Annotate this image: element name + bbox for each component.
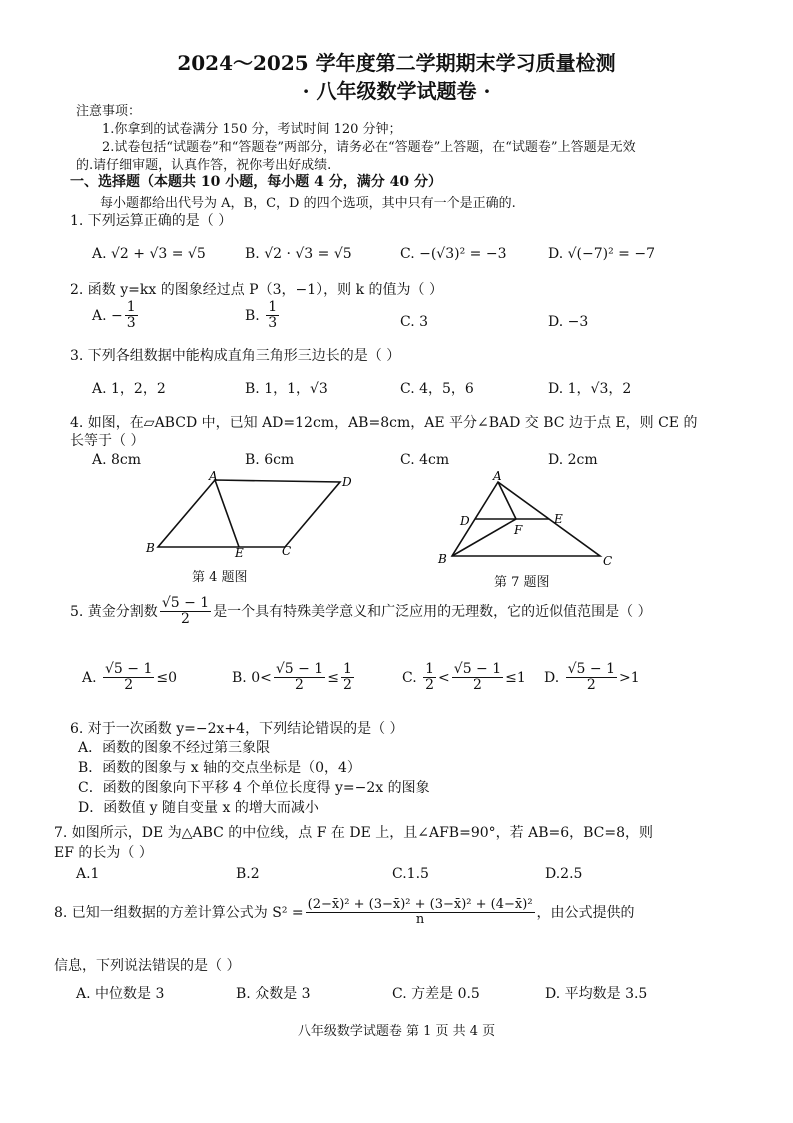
q3-option-b: B. 1，1，√3 [245, 381, 328, 397]
fig7-label-f: F [514, 523, 523, 537]
q1-option-a: A. √2 + √3 = √5 [92, 246, 206, 262]
parallelogram-abcd [158, 480, 340, 547]
q7-option-c: C.1.5 [392, 866, 429, 882]
q2-option-a: A. − $\frac{1}{3}$ [92, 299, 136, 332]
fig4-label-a: A [209, 470, 218, 483]
q7-option-d: D.2.5 [545, 866, 583, 882]
exam-subtitle: · 八年级数学试题卷 · [302, 79, 491, 103]
fig7-label-e: E [554, 512, 563, 526]
figure-4-caption: 第 4 题图 [192, 570, 248, 585]
q5-option-c: C. $\frac{1}{2}$ < $\frac{√5 - 1}{2}$ ≤1 [402, 661, 526, 694]
q7-option-a: A.1 [76, 866, 100, 882]
q8-stem-line-2: 信息，下列说法错误的是（ ） [54, 958, 241, 974]
q1-option-b: B. √2 · √3 = √5 [245, 246, 352, 262]
q7-option-b: B.2 [236, 866, 260, 882]
notes-heading: 注意事项： [76, 104, 142, 119]
q8-option-d: D. 平均数是 3.5 [545, 986, 648, 1002]
q2-option-d: D. −3 [548, 314, 589, 330]
q5-option-b: B. 0< $\frac{√5 - 1}{2}$ ≤ $\frac{1}{2}$ [232, 661, 352, 694]
q6-option-c: C．函数的图象向下平移 4 个单位长度得 y=−2x 的图象 [78, 780, 430, 796]
q4-option-b: B. 6cm [245, 452, 295, 468]
q8-formula-denominator: n [415, 912, 425, 928]
fig7-label-d: D [460, 514, 470, 528]
fig4-label-c: C [282, 544, 292, 558]
notes-line-2b: 的.请仔细审题，认真作答，祝你考出好成绩. [76, 158, 332, 173]
q1-option-d: D. √(−7)² = −7 [548, 246, 655, 262]
q3-option-a: A. 1，2，2 [92, 381, 166, 397]
q5-stem: 5. 黄金分割数 $\frac{√5 - 1}{2}$ 是一个具有特殊美学意义和广泛应用的无理数，它的近似值范围是（ ） [70, 595, 652, 628]
q2-option-c: C. 3 [400, 314, 429, 330]
q6-option-d: D．函数值 y 随自变量 x 的增大而减小 [78, 800, 319, 816]
q4-option-d: D. 2cm [548, 452, 598, 468]
fig4-label-b: B [146, 541, 155, 555]
q5-option-a: A. $\frac{√5 - 1}{2}$ ≤0 [82, 661, 178, 694]
q6-option-b: B．函数的图象与 x 轴的交点坐标是（0，4） [78, 760, 361, 776]
section-instruction: 每小题都给出代号为 A，B，C，D 的四个选项，其中只有一个是正确的. [100, 196, 516, 211]
q8-formula-numerator: (2−x̄)² + (3−x̄)² + (3−x̄)² + (4−x̄)² [307, 897, 533, 912]
fig4-label-e: E [235, 546, 244, 560]
q4-stem-line-1: 4. 如图，在▱ABCD 中，已知 AD=12cm，AB=8cm，AE 平分∠BAD 交 BC 边于点 E，则 CE 的 [70, 415, 698, 431]
fig7-label-b: B [438, 552, 447, 566]
q8-option-c: C. 方差是 0.5 [392, 986, 480, 1002]
exam-title: 2024～2025 学年度第二学期期末学习质量检测 [177, 51, 616, 75]
q1-stem: 1. 下列运算正确的是（ ） [70, 213, 233, 229]
figure-7-caption: 第 7 题图 [494, 575, 550, 590]
q6-option-a: A．函数的图象不经过第三象限 [78, 740, 271, 756]
page-footer: 八年级数学试题卷 第 1 页 共 4 页 [297, 1024, 496, 1039]
q5-option-d: D. $\frac{√5 - 1}{2}$ >1 [544, 661, 640, 694]
q8-option-a: A. 中位数是 3 [76, 986, 165, 1002]
fig7-label-a: A [493, 470, 502, 483]
q2-option-b: B. $\frac{1}{3}$ [245, 299, 278, 332]
notes-line-1: 1.你拿到的试卷满分 150 分，考试时间 120 分钟； [102, 122, 402, 137]
fig4-label-d: D [342, 475, 352, 489]
q2-stem: 2. 函数 y=kx 的图象经过点 P（3，−1），则 k 的值为（ ） [70, 282, 443, 298]
figure-4-parallelogram [140, 470, 370, 565]
q4-stem-line-2: 长等于（ ） [70, 433, 145, 449]
q3-stem: 3. 下列各组数据中能构成直角三角形三边长的是（ ） [70, 348, 401, 364]
figure-7-triangle [430, 470, 620, 570]
section-heading: 一、选择题（本题共 10 小题，每小题 4 分，满分 40 分） [70, 174, 442, 190]
fig7-label-c: C [603, 554, 613, 568]
q7-stem-line-1: 7. 如图所示，DE 为△ABC 的中位线，点 F 在 DE 上，且∠AFB=90°，若 AB=6，BC=8，则 [54, 825, 654, 841]
notes-line-2a: 2.试卷包括“试题卷”和“答题卷”两部分，请务必在“答题卷”上答题，在“试题卷”上答题是无效 [102, 140, 636, 155]
q8-option-b: B. 众数是 3 [236, 986, 311, 1002]
segment-ae [215, 480, 239, 547]
q8-stem: 8. 已知一组数据的方差计算公式为 S² = $\frac{\text{(2−x̄)² + (3−x̄)² + (3−x̄)² + (4−x̄)²}}{n}$ ，由公式提供的 [54, 897, 635, 928]
q1-option-c: C. −(√3)² = −3 [400, 246, 507, 262]
q3-option-d: D. 1，√3，2 [548, 381, 632, 397]
q7-stem-line-2: EF 的长为（ ） [54, 845, 153, 861]
q4-option-c: C. 4cm [400, 452, 450, 468]
q6-stem: 6. 对于一次函数 y=−2x+4，下列结论错误的是（ ） [70, 721, 404, 737]
q3-option-c: C. 4，5，6 [400, 381, 474, 397]
q4-option-a: A. 8cm [92, 452, 142, 468]
